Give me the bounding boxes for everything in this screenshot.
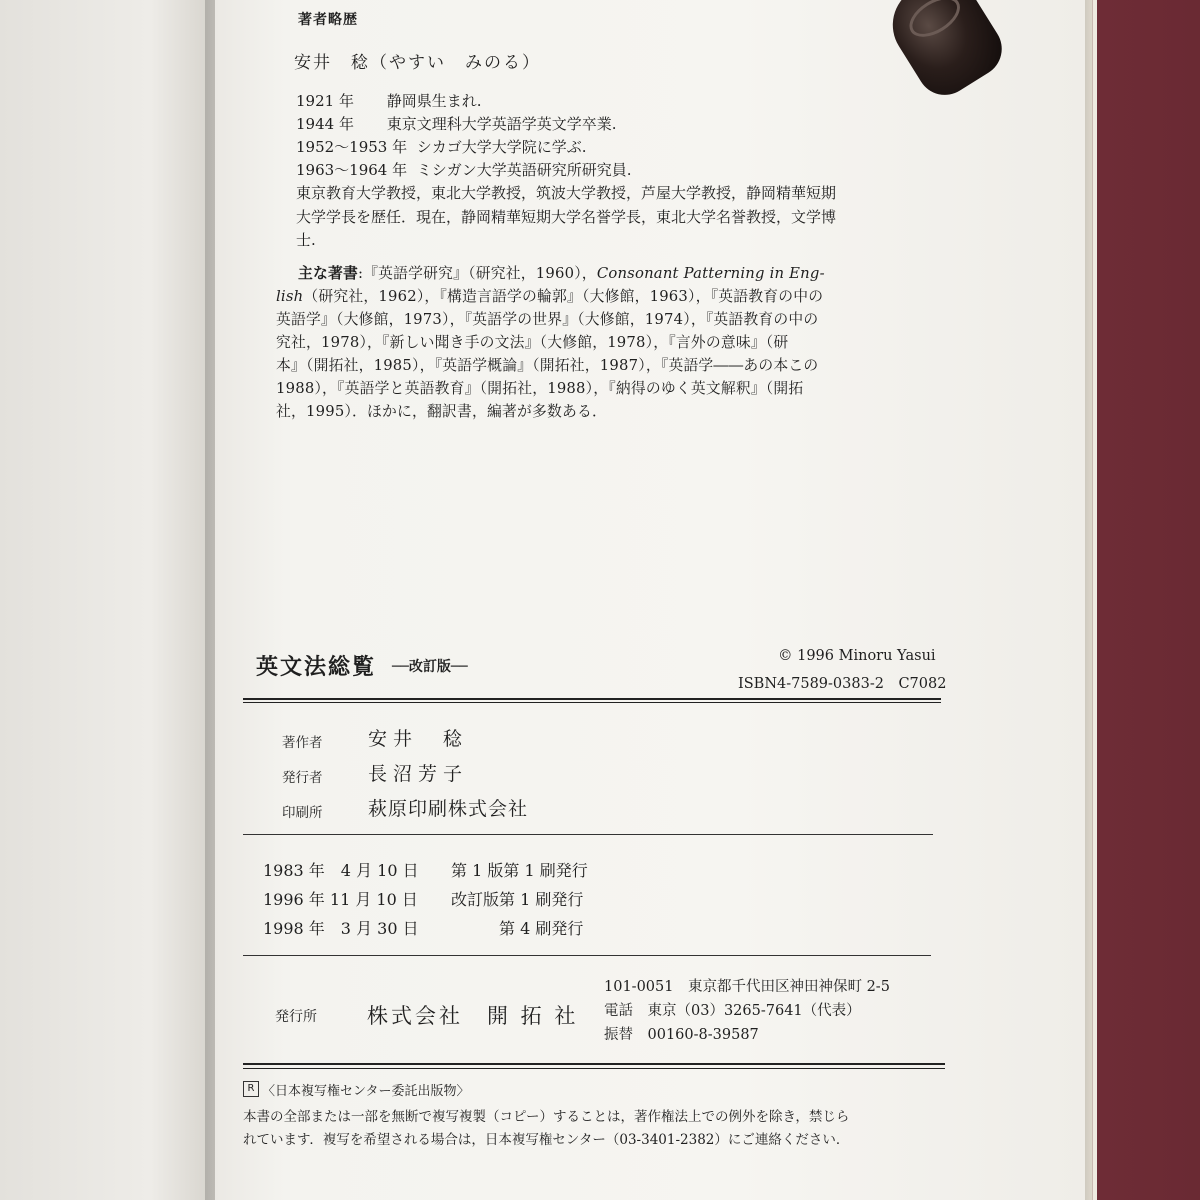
publisher-phone: 電話 東京（03）3265-7641（代表）: [604, 1003, 861, 1019]
jrrc-notice: 〈日本複写権センター委託出版物〉: [262, 1084, 470, 1099]
book-title: 英文法総覧: [256, 655, 377, 680]
isbn-line: ISBN4-7589-0383-2 C7082: [738, 676, 947, 692]
works-line: 社，1995）．ほかに，翻訳書，編著が多数ある．: [276, 403, 607, 420]
role-label: 印刷所: [282, 805, 323, 821]
publisher-transfer: 振替 00160-8-39587: [604, 1027, 759, 1043]
divider: [243, 1063, 945, 1065]
book-cover-edge: [1085, 0, 1200, 1200]
role-label: 著作者: [282, 735, 323, 751]
role-value: 長沼芳子: [368, 763, 469, 785]
print-history-row: 1996 年 11 月 10 日 改訂版第 1 刷発行: [263, 890, 584, 909]
bio-timeline-row: 1944 年 東京文理科大学英語学英文学卒業.: [296, 115, 617, 133]
divider: [243, 834, 933, 835]
copyright-r-mark: R: [243, 1081, 259, 1097]
works-line: 本』（開拓社，1985），『英語学概論』（開拓社，1987），『英語学――あの本この: [276, 357, 819, 374]
bio-timeline-row: 1921 年 静岡県生まれ.: [296, 92, 482, 110]
copyright-line: © 1996 Minoru Yasui: [778, 648, 936, 664]
print-history-row: 1983 年 4 月 10 日 第 1 版第 1 刷発行: [263, 861, 588, 880]
author-name: 安井 稔（やすい みのる）: [294, 53, 541, 73]
colophon-page: [215, 0, 1085, 1200]
divider: [243, 1068, 945, 1069]
bio-career-line: 大学学長を歴任．現在，静岡精華短期大学名誉学長，東北大学名誉教授，文学博: [296, 208, 837, 226]
works-line: 1988），『英語学と英語教育』（開拓社，1988），『納得のゆく英文解釈』（開拓: [276, 380, 804, 397]
print-history-row: 1998 年 3 月 30 日 第 4 刷発行: [263, 919, 584, 938]
works-line: 究社，1978），『新しい聞き手の文法』（大修館，1978），『言外の意味』（研: [276, 334, 789, 351]
divider: [243, 698, 941, 700]
divider: [243, 702, 941, 703]
role-value: 萩原印刷株式会社: [368, 798, 529, 820]
role-value: 安井 稔: [368, 728, 469, 750]
bio-timeline-row: 1963～1964 年 ミシガン大学英語研究所研究員.: [296, 161, 632, 179]
copy-notice-line: れています．複写を希望される場合は，日本複写権センター（03-3401-2382）にご連絡ください．: [243, 1132, 850, 1148]
publisher-name: 株式会社 開 拓 社: [367, 1004, 579, 1028]
bio-heading: 著者略歴: [298, 12, 358, 28]
left-facing-page: [0, 0, 215, 1200]
publisher-label: 発行所: [275, 1009, 317, 1025]
edition-label: ──改訂版──: [392, 659, 468, 675]
works-label: 主な著書: [298, 265, 358, 282]
divider: [243, 955, 931, 956]
bio-career-line: 東京教育大学教授，東北大学教授，筑波大学教授，芦屋大学教授，静岡精華短期: [296, 184, 837, 202]
copy-notice-line: 本書の全部または一部を無断で複写複製（コピー）することは，著作権法上での例外を除き，禁じら: [243, 1109, 850, 1125]
bio-career-line: 士.: [296, 231, 316, 249]
publisher-address: 101-0051 東京都千代田区神田神保町 2-5: [604, 979, 890, 995]
works-line: lish（研究社，1962），『構造言語学の輪郭』（大修館，1963），『英語教育の中の: [276, 288, 824, 305]
role-label: 発行者: [282, 770, 323, 786]
bio-timeline-row: 1952～1953 年 シカゴ大学大学院に学ぶ.: [296, 138, 587, 156]
works-line: 主な著書:『英語学研究』（研究社，1960），Consonant Patterning in Eng-: [298, 265, 825, 282]
works-line: 英語学』（大修館，1973），『英語学の世界』（大修館，1974），『英語教育の中の: [276, 311, 819, 328]
